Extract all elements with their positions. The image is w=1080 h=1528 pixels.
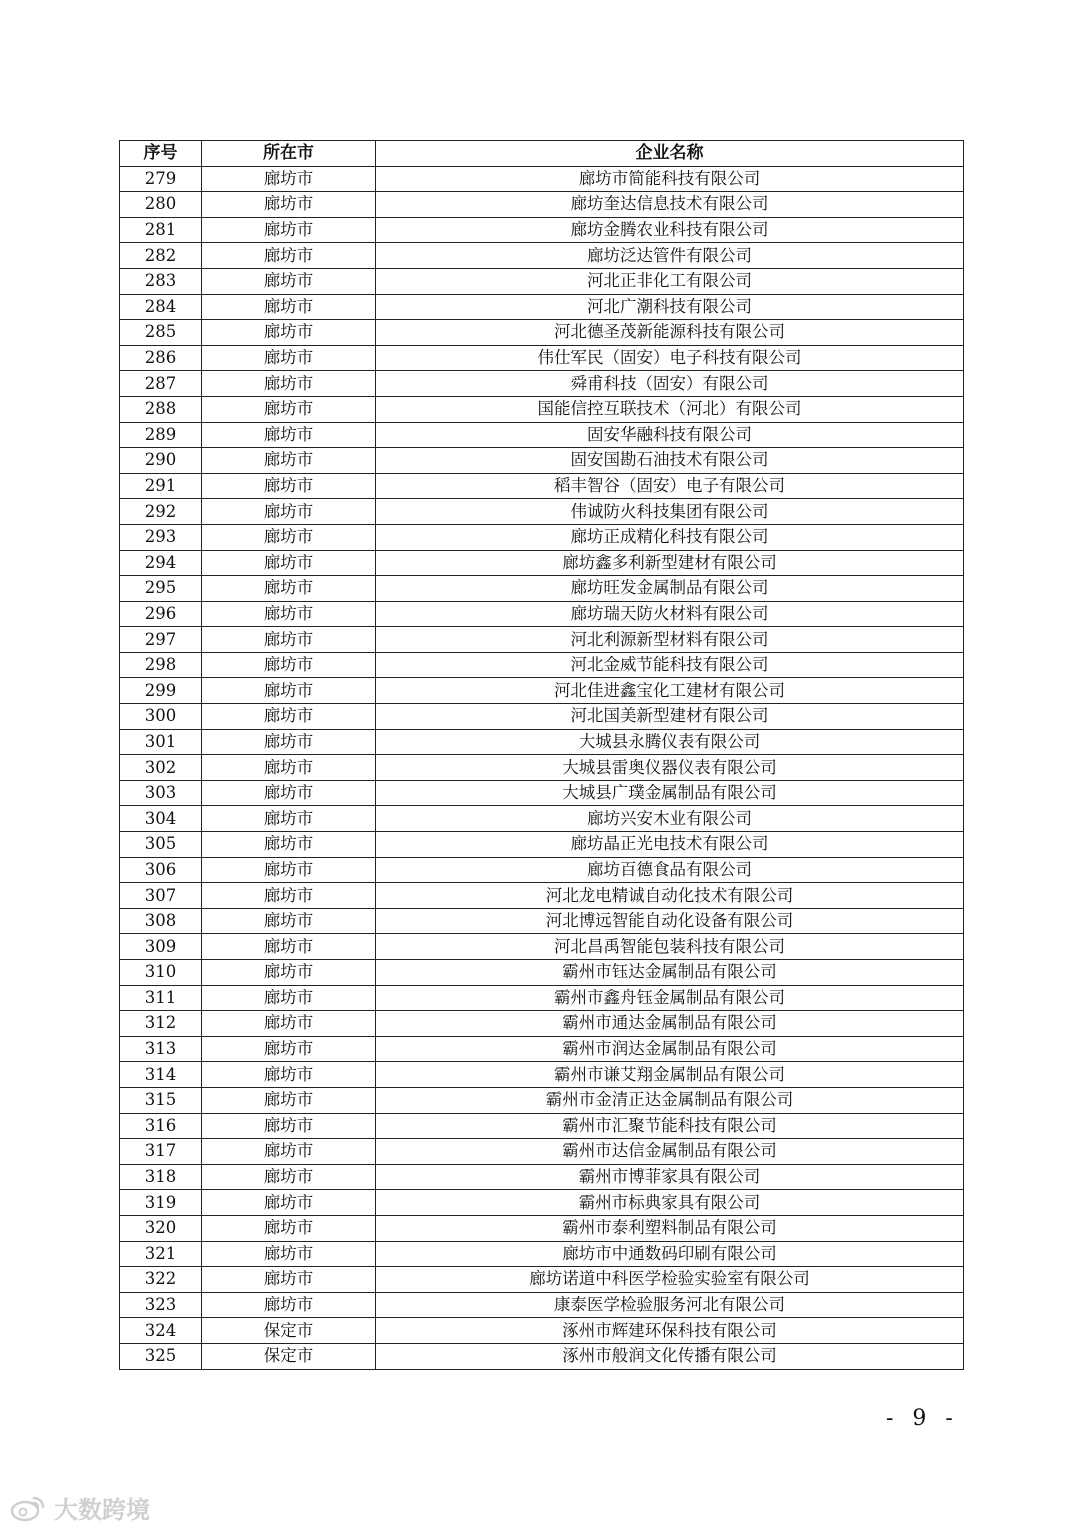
table-row [120,1113,964,1139]
cell-city: 廊坊市 [202,883,376,909]
watermark-text: 大数跨境 [54,1496,150,1524]
table-row [120,806,964,832]
table-row [120,371,964,397]
cell-index: 317 [120,1139,202,1165]
cell-company: 霸州市博菲家具有限公司 [376,1164,964,1190]
cell-index: 310 [120,960,202,986]
cell-company: 大城县雷奥仪器仪表有限公司 [376,755,964,781]
cell-company: 霸州市汇聚节能科技有限公司 [376,1113,964,1139]
cell-company: 廊坊奎达信息技术有限公司 [376,192,964,218]
table-row [120,960,964,986]
cell-city: 廊坊市 [202,371,376,397]
cell-city: 廊坊市 [202,729,376,755]
cell-company: 霸州市通达金属制品有限公司 [376,1011,964,1037]
cell-index: 291 [120,473,202,499]
cell-index: 308 [120,908,202,934]
cell-company: 廊坊市简能科技有限公司 [376,166,964,192]
cell-index: 294 [120,550,202,576]
table-row [120,908,964,934]
table-header-row [120,141,964,167]
table-row [120,448,964,474]
cell-index: 290 [120,448,202,474]
cell-city: 廊坊市 [202,985,376,1011]
table-row [120,1318,964,1344]
cell-index: 300 [120,704,202,730]
cell-city: 廊坊市 [202,473,376,499]
table-row [120,1036,964,1062]
cell-city: 廊坊市 [202,832,376,858]
cell-index: 298 [120,652,202,678]
cell-city: 廊坊市 [202,1267,376,1293]
table-row [120,755,964,781]
cell-city: 廊坊市 [202,345,376,371]
table-row [120,1087,964,1113]
cell-company: 廊坊金腾农业科技有限公司 [376,217,964,243]
cell-company: 廊坊旺发金属制品有限公司 [376,576,964,602]
table-row [120,499,964,525]
cell-company: 廊坊瑞天防火材料有限公司 [376,601,964,627]
cell-city: 廊坊市 [202,294,376,320]
cell-company: 稻丰智谷（固安）电子有限公司 [376,473,964,499]
table-row [120,345,964,371]
table-row [120,243,964,269]
cell-company: 廊坊泛达管件有限公司 [376,243,964,269]
cell-index: 322 [120,1267,202,1293]
table-body [120,166,964,1369]
table-row [120,422,964,448]
cell-company: 霸州市金清正达金属制品有限公司 [376,1087,964,1113]
cell-city: 廊坊市 [202,1113,376,1139]
cell-index: 313 [120,1036,202,1062]
cell-index: 312 [120,1011,202,1037]
cell-index: 301 [120,729,202,755]
cell-company: 廊坊市中通数码印刷有限公司 [376,1241,964,1267]
cell-index: 318 [120,1164,202,1190]
cell-city: 廊坊市 [202,217,376,243]
cell-company: 廊坊百德食品有限公司 [376,857,964,883]
cell-company: 河北龙电精诚自动化技术有限公司 [376,883,964,909]
table-row [120,268,964,294]
cell-index: 314 [120,1062,202,1088]
cell-city: 廊坊市 [202,1011,376,1037]
cell-index: 281 [120,217,202,243]
cell-company: 河北正非化工有限公司 [376,268,964,294]
cell-index: 316 [120,1113,202,1139]
cell-index: 285 [120,320,202,346]
table-row [120,934,964,960]
cell-city: 保定市 [202,1343,376,1369]
table-row [120,1011,964,1037]
table-row [120,192,964,218]
cell-city: 廊坊市 [202,243,376,269]
table-row [120,985,964,1011]
table-row [120,1164,964,1190]
cell-index: 302 [120,755,202,781]
table-row [120,1292,964,1318]
cell-company: 涿州市辉建环保科技有限公司 [376,1318,964,1344]
cell-company: 廊坊兴安木业有限公司 [376,806,964,832]
cell-city: 廊坊市 [202,1062,376,1088]
cell-index: 296 [120,601,202,627]
cell-index: 323 [120,1292,202,1318]
cell-city: 保定市 [202,1318,376,1344]
table-row [120,1343,964,1369]
cell-company: 河北昌禹智能包装科技有限公司 [376,934,964,960]
cell-index: 288 [120,396,202,422]
table-row [120,678,964,704]
cell-city: 廊坊市 [202,601,376,627]
table-row [120,832,964,858]
table-row [120,1139,964,1165]
cell-city: 廊坊市 [202,704,376,730]
cell-city: 廊坊市 [202,1036,376,1062]
cell-city: 廊坊市 [202,1190,376,1216]
cell-city: 廊坊市 [202,448,376,474]
table-row [120,1062,964,1088]
table-row [120,601,964,627]
cell-city: 廊坊市 [202,396,376,422]
table-row [120,1267,964,1293]
cell-company: 康泰医学检验服务河北有限公司 [376,1292,964,1318]
page-number: - 9 - [886,1406,959,1431]
table-row [120,652,964,678]
watermark [8,1490,150,1525]
cell-company: 霸州市钰达金属制品有限公司 [376,960,964,986]
cell-index: 307 [120,883,202,909]
cell-index: 282 [120,243,202,269]
table-row [120,320,964,346]
cell-city: 廊坊市 [202,1215,376,1241]
cell-company: 廊坊晶正光电技术有限公司 [376,832,964,858]
cell-city: 廊坊市 [202,499,376,525]
cell-index: 321 [120,1241,202,1267]
cell-company: 河北佳进鑫宝化工建材有限公司 [376,678,964,704]
cell-index: 293 [120,524,202,550]
cell-company: 大城县永腾仪表有限公司 [376,729,964,755]
cell-city: 廊坊市 [202,268,376,294]
cell-company: 霸州市达信金属制品有限公司 [376,1139,964,1165]
cell-index: 289 [120,422,202,448]
cell-city: 廊坊市 [202,1241,376,1267]
cell-company: 大城县广璞金属制品有限公司 [376,780,964,806]
cell-city: 廊坊市 [202,576,376,602]
cell-index: 280 [120,192,202,218]
cell-index: 286 [120,345,202,371]
cell-company: 廊坊鑫多利新型建材有限公司 [376,550,964,576]
cell-company: 霸州市谦艾翔金属制品有限公司 [376,1062,964,1088]
cell-city: 廊坊市 [202,1139,376,1165]
cell-city: 廊坊市 [202,908,376,934]
cell-company: 伟仕军民（固安）电子科技有限公司 [376,345,964,371]
cell-index: 311 [120,985,202,1011]
cell-company: 河北德圣茂新能源科技有限公司 [376,320,964,346]
cell-city: 廊坊市 [202,780,376,806]
header-index: 序号 [120,141,202,167]
cell-company: 舜甫科技（固安）有限公司 [376,371,964,397]
table-row [120,883,964,909]
table-row [120,396,964,422]
cell-index: 320 [120,1215,202,1241]
cell-city: 廊坊市 [202,524,376,550]
table-row [120,1215,964,1241]
cell-index: 303 [120,780,202,806]
table-row [120,550,964,576]
cell-index: 304 [120,806,202,832]
table-row [120,704,964,730]
cell-index: 283 [120,268,202,294]
cell-company: 固安华融科技有限公司 [376,422,964,448]
cell-company: 河北金威节能科技有限公司 [376,652,964,678]
cell-city: 廊坊市 [202,960,376,986]
cell-city: 廊坊市 [202,1164,376,1190]
cell-company: 河北广潮科技有限公司 [376,294,964,320]
cell-index: 315 [120,1087,202,1113]
table-row [120,1241,964,1267]
cell-company: 国能信控互联技术（河北）有限公司 [376,396,964,422]
table-row [120,524,964,550]
cell-city: 廊坊市 [202,422,376,448]
cell-company: 固安国勘石油技术有限公司 [376,448,964,474]
cell-index: 287 [120,371,202,397]
cell-index: 325 [120,1343,202,1369]
cell-company: 霸州市泰利塑料制品有限公司 [376,1215,964,1241]
cell-index: 319 [120,1190,202,1216]
cell-company: 霸州市标典家具有限公司 [376,1190,964,1216]
cell-company: 河北国美新型建材有限公司 [376,704,964,730]
cell-city: 廊坊市 [202,550,376,576]
cell-index: 284 [120,294,202,320]
cell-city: 廊坊市 [202,934,376,960]
cell-index: 295 [120,576,202,602]
cell-index: 292 [120,499,202,525]
cell-company: 廊坊正成精化科技有限公司 [376,524,964,550]
table-row [120,294,964,320]
cell-company: 伟诚防火科技集团有限公司 [376,499,964,525]
cell-index: 324 [120,1318,202,1344]
table-row [120,780,964,806]
cell-city: 廊坊市 [202,192,376,218]
cell-city: 廊坊市 [202,652,376,678]
cell-company: 霸州市润达金属制品有限公司 [376,1036,964,1062]
cell-city: 廊坊市 [202,320,376,346]
table-row [120,576,964,602]
cell-city: 廊坊市 [202,857,376,883]
cell-city: 廊坊市 [202,1292,376,1318]
cell-company: 河北博远智能自动化设备有限公司 [376,908,964,934]
cell-city: 廊坊市 [202,678,376,704]
header-company: 企业名称 [376,141,964,167]
cell-company: 涿州市般润文化传播有限公司 [376,1343,964,1369]
table-row [120,166,964,192]
cell-city: 廊坊市 [202,627,376,653]
cell-index: 309 [120,934,202,960]
table-row [120,217,964,243]
table-row [120,1190,964,1216]
table-row [120,729,964,755]
cell-city: 廊坊市 [202,1087,376,1113]
cell-index: 299 [120,678,202,704]
cell-index: 306 [120,857,202,883]
cell-city: 廊坊市 [202,806,376,832]
table-row [120,857,964,883]
table-row [120,473,964,499]
cell-index: 279 [120,166,202,192]
table-row [120,627,964,653]
cell-company: 廊坊诺道中科医学检验实验室有限公司 [376,1267,964,1293]
cell-index: 297 [120,627,202,653]
company-list-table [119,140,964,1370]
cell-city: 廊坊市 [202,755,376,781]
cell-city: 廊坊市 [202,166,376,192]
cell-index: 305 [120,832,202,858]
cell-company: 河北利源新型材料有限公司 [376,627,964,653]
weibo-logo-icon [8,1493,48,1523]
header-city: 所在市 [202,141,376,167]
cell-company: 霸州市鑫舟钰金属制品有限公司 [376,985,964,1011]
